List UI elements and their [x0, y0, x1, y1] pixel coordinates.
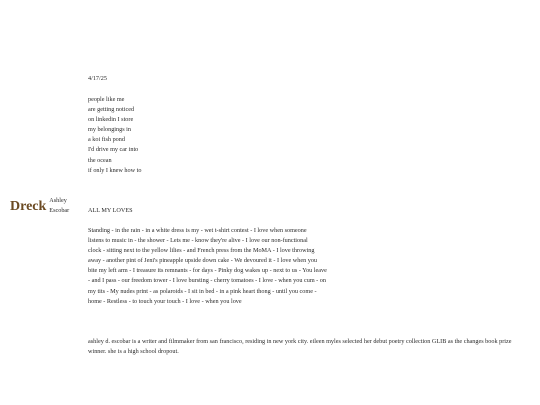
poem-line: I'd drive my car into [88, 146, 139, 154]
poem-line: Standing - in the rain - in a white dress is my - wet t-shirt contest - I love when someone [88, 227, 307, 234]
masthead [10, 196, 69, 215]
poem-line: clock - sitting next to the yellow lilies - and French press from the MoMA - I love throwing [88, 247, 315, 255]
poem-line: a koi fish pond [88, 136, 125, 144]
poem-line: on linkedin I store [88, 116, 134, 124]
poem-title: ALL MY LOVES [88, 207, 133, 214]
poem-untitled [88, 95, 141, 176]
author-bio: ashley d. escobar is a writer and filmmaker from san francisco, residing in new york city. eileen myles selected her debut poetry collection GLIB as the changes book prize winner. she is a high school dropout. [88, 338, 512, 356]
poem-line: if only I knew how to [88, 166, 142, 174]
poem-all-my-loves [88, 226, 327, 307]
author-last-name: Escobar [49, 206, 70, 214]
entry-date: 4/17/25 [88, 75, 107, 82]
author-first-name: Ashley [49, 197, 67, 204]
poem-line: people like me [88, 96, 125, 103]
poem-line: listens to music in - the shower - Lets me - know they're alive - I love our non-functional [88, 237, 308, 245]
author-name [49, 196, 69, 215]
poem-line: my belongings in [88, 126, 131, 134]
poem-line: are getting noticed [88, 106, 135, 114]
poem-line: bite my left arm - I treasure its remnants - for days - Pinky dog wakes up - next to us - You leave [88, 267, 327, 275]
brand-logo[interactable]: Dreck [10, 199, 47, 214]
poem-line: my tits - My nudes print - as polaroids - I sit in bed - in a pink heart thong - until you come - [88, 287, 317, 295]
poem-line: away - another pint of Jeni's pineapple upside down cake - We devoured it - I love when you [88, 257, 318, 265]
poem-line: the ocean [88, 156, 112, 164]
poem-line: - and I pass - our freedom tower - I love bursting - cherry tomatoes - I love - when you cum - on [88, 277, 326, 285]
poem-line: home - Restless - to touch your touch - I love - when you love [88, 297, 242, 305]
